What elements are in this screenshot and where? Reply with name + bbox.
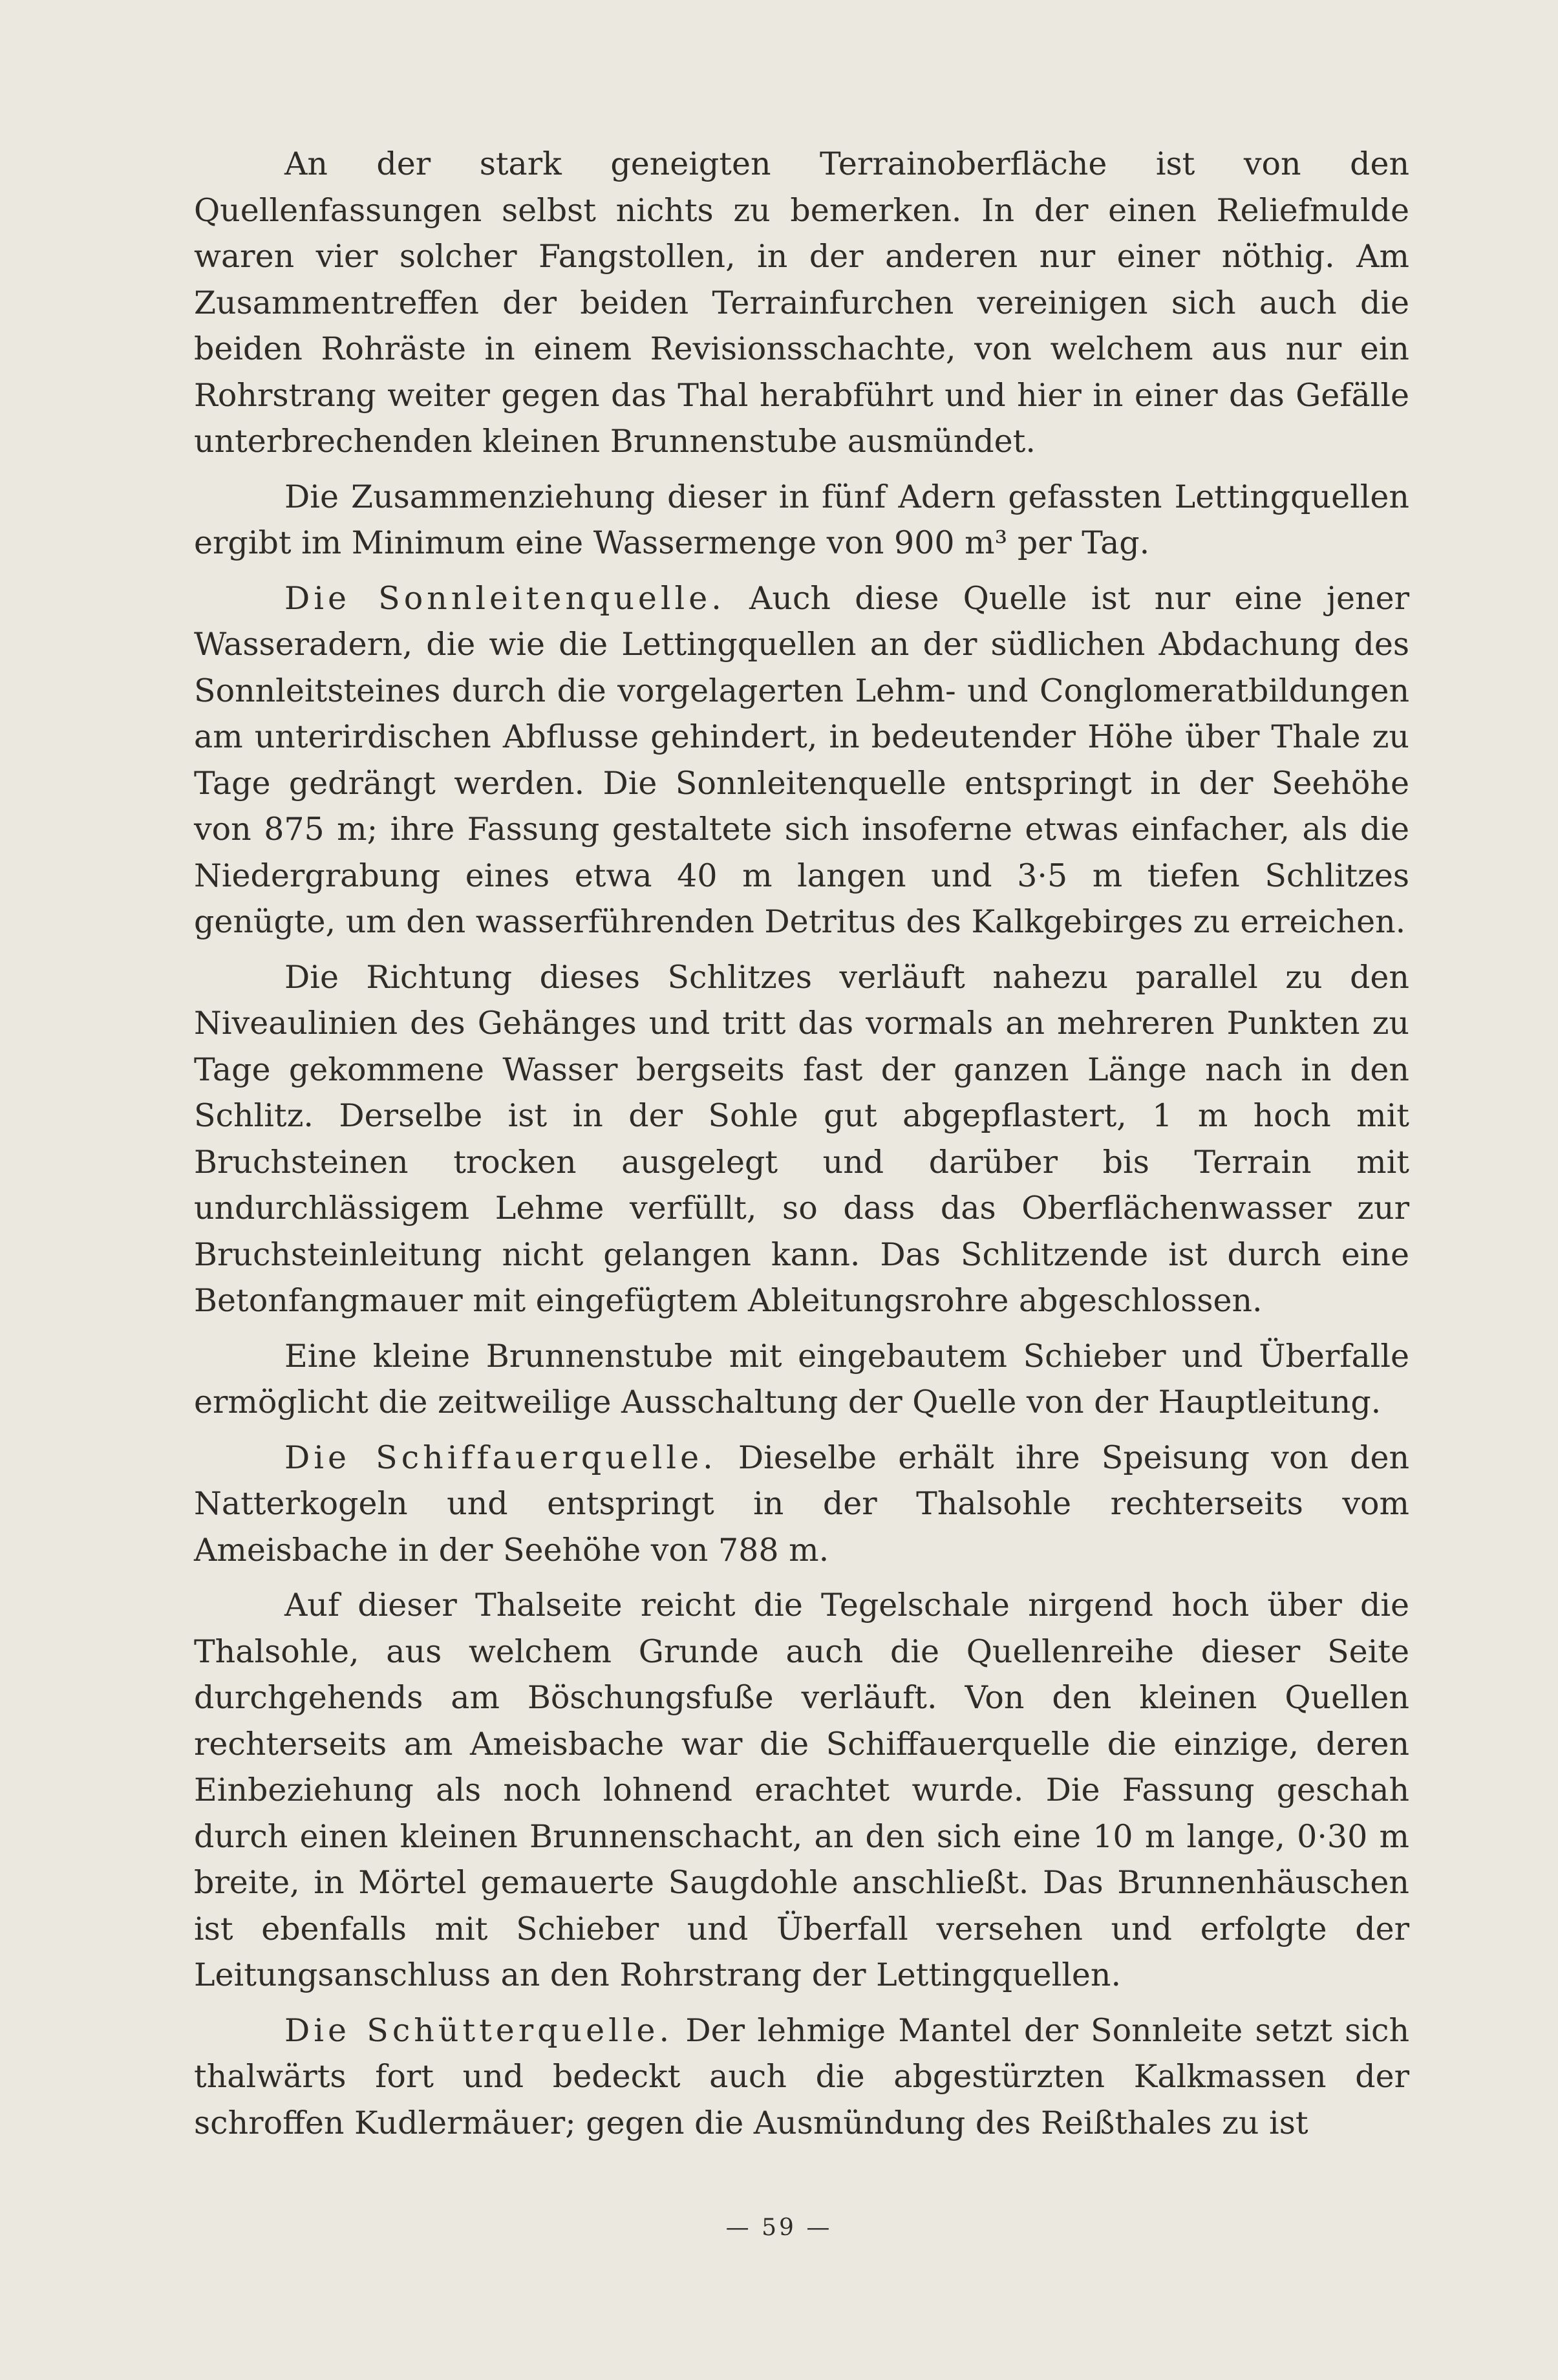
section-heading-sonnleitenquelle: Die Sonnleitenquelle. [284, 579, 725, 617]
paragraph-schuetterquelle [194, 2008, 1409, 2147]
paragraph-lettingquellen-minimum [194, 474, 1409, 566]
paragraph-schiffauerquelle [194, 1435, 1409, 1574]
paragraph-schlitz-richtung [194, 954, 1409, 1324]
paragraph-text: Der lehmige Mantel der Sonnleite setzt sich thalwärts fort und bedeckt auch die abgestürzten Kalkmassen der schroffen Kudlermäuer; gegen die Ausmündung des Reißthales zu ist [194, 2011, 1409, 2141]
paragraph-text: Auch diese Quelle ist nur eine jener Wasseradern, die wie die Lettingquellen an der südlichen Abdachung des Sonnleitsteines durch die vorgelagerten Lehm- und Conglomeratbildungen am unterirdischen Abflusse gehindert, in bedeutender Höhe über Thale zu Tage gedrängt werden. Die Sonnleitenquelle entspringt in der Seehöhe von 875 m; ihre Fassung gestaltete sich insoferne etwas einfacher, als die Niedergrabung eines etwa 40 m langen und 3·5 m tiefen Schlitzes genügte, um den wasserführenden Detritus des Kalkgebirges zu erreichen. [194, 579, 1410, 940]
paragraph-text: Die Richtung dieses Schlitzes verläuft nahezu parallel zu den Niveaulinien des Gehänges und tritt das vormals an mehreren Punkten zu Tage gekommene Wasser bergseits fast der ganzen Länge nach in den Schlitz. Derselbe ist in der Sohle gut abgepflastert, 1 m hoch mit Bruchsteinen trocken ausgelegt und darüber bis Terrain mit undurchlässigem Lehme verfüllt, so dass das Oberflächenwasser zur Bruchsteinleitung nicht gelangen kann. Das Schlitzende ist durch eine Betonfangmauer mit eingefügtem Ableitungsrohre abgeschlossen. [194, 958, 1409, 1319]
paragraph-brunnenstube [194, 1333, 1409, 1426]
paragraph-text: Eine kleine Brunnenstube mit eingebautem Schieber und Überfalle ermöglicht die zeitweilige Ausschaltung der Quelle von der Hauptleitung. [194, 1337, 1409, 1420]
paragraph-text: An der stark geneigten Terrainoberfläche ist von den Quellenfassungen selbst nichts zu bemerken. In der einen Reliefmulde waren vier solcher Fangstollen, in der anderen nur einer nöthig. Am Zusammentreffen der beiden Terrainfurchen vereinigen sich auch die beiden Rohräste in einem Revisionsschachte, von welchem aus nur ein Rohrstrang weiter gegen das Thal herabführt und hier in einer das Gefälle unterbrechenden kleinen Brunnenstube ausmündet. [194, 145, 1409, 460]
paragraph-text: Dieselbe erhält ihre Speisung von den Natterkogeln und entspringt in der Thalsohle rechterseits vom Ameisbache in der Seehöhe von 788 m. [194, 1439, 1410, 1569]
paragraph-text: Die Zusammenziehung dieser in fünf Adern gefassten Lettingquellen ergibt im Minimum eine Wassermenge von 900 m³ per Tag. [194, 478, 1409, 561]
paragraph-text: Auf dieser Thalseite reicht die Tegelschale nirgend hoch über die Thalsohle, aus welchem Grunde auch die Quellenreihe dieser Seite durchgehends am Böschungsfuße verläuft. Von den kleinen Quellen rechterseits am Ameisbache war die Schiffauerquelle die einzige, deren Einbeziehung als noch lohnend erachtet wurde. Die Fassung geschah durch einen kleinen Brunnenschacht, an den sich eine 10 m lange, 0·30 m breite, in Mörtel gemauerte Saugdohle anschließt. Das Brunnenhäuschen ist ebenfalls mit Schieber und Überfall versehen und erfolgte der Leitungsanschluss an den Rohrstrang der Lettingquellen. [194, 1587, 1409, 1993]
page-number: — 59 — [725, 2214, 833, 2241]
section-heading-schiffauerquelle: Die Schiffauerquelle. [284, 1439, 717, 1476]
paragraph-thalseite [194, 1582, 1409, 1999]
paragraph-quellenfassungen [194, 141, 1409, 465]
paragraph-sonnleitenquelle [194, 575, 1409, 945]
body-text [194, 141, 1409, 2155]
section-heading-schuetterquelle: Die Schütterquelle. [284, 2011, 674, 2049]
